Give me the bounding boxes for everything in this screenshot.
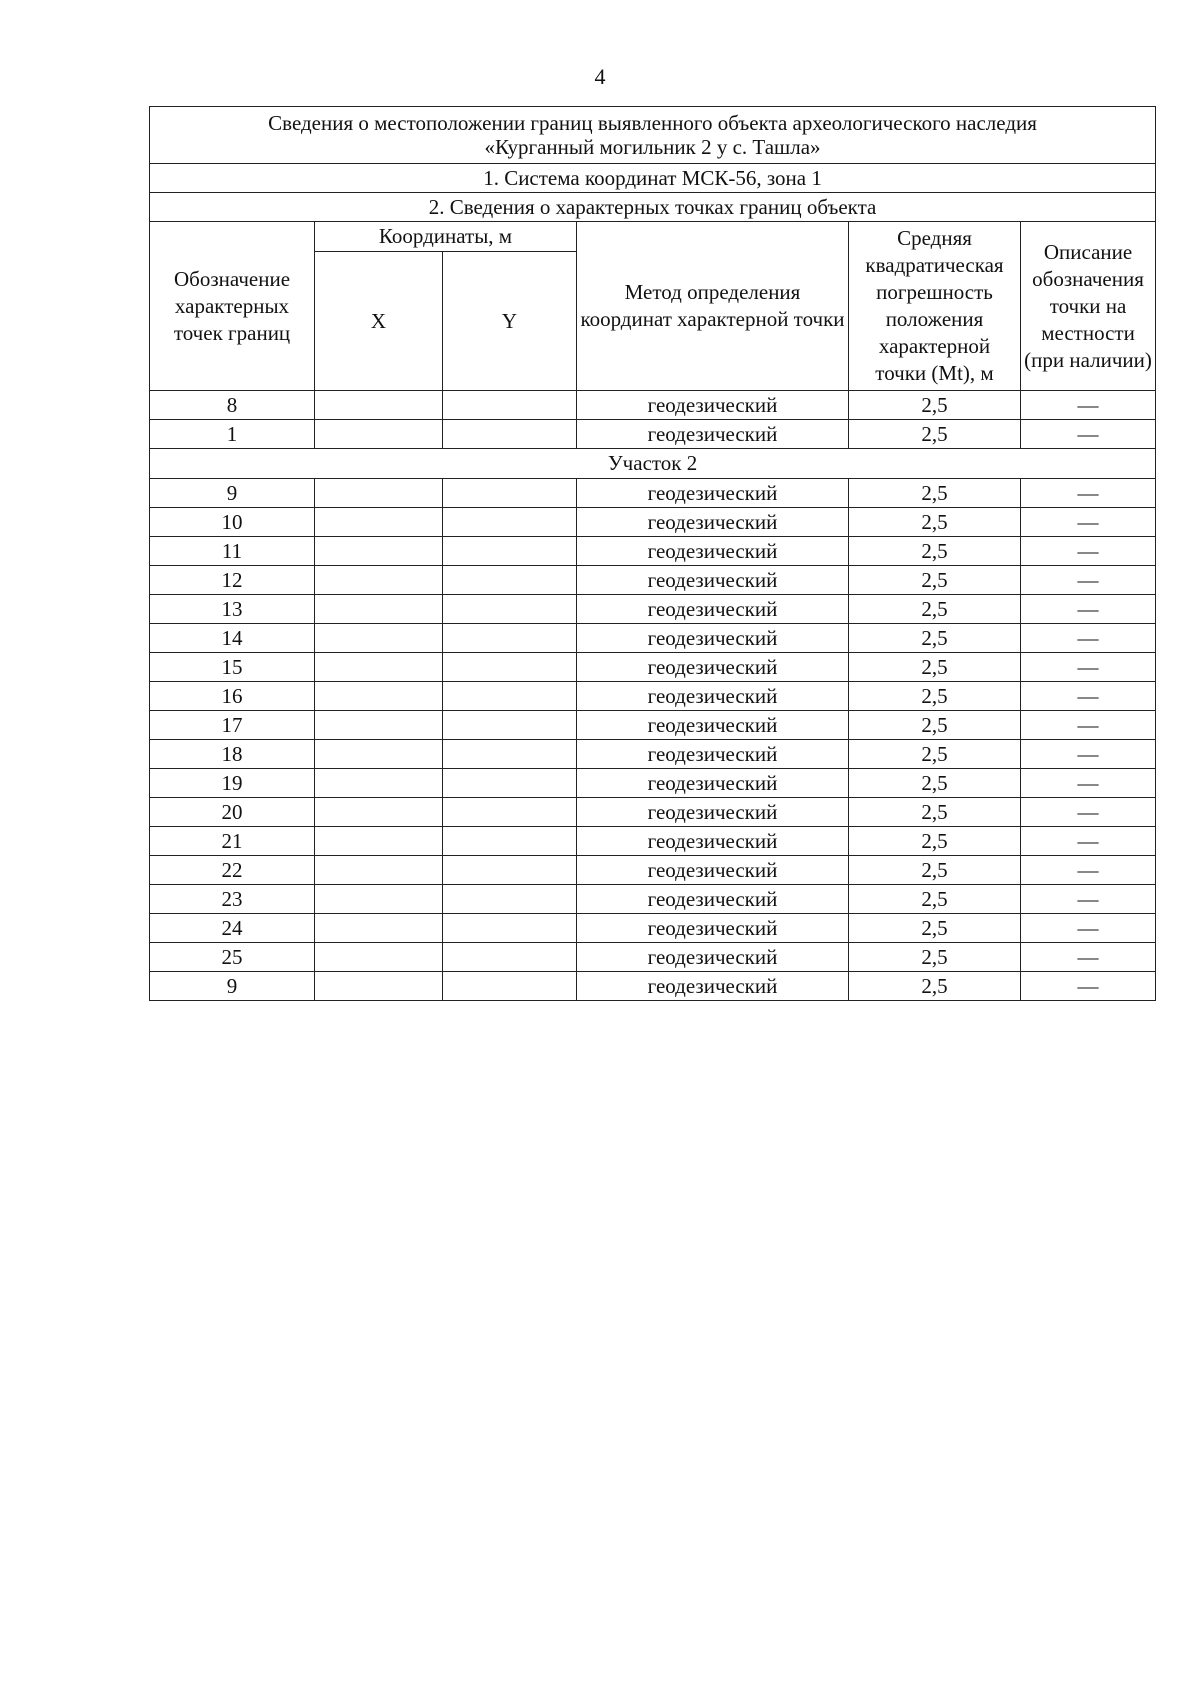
cell-x xyxy=(315,420,443,449)
table-row xyxy=(150,653,1156,682)
cell-method: геодезический xyxy=(577,798,849,827)
cell-method: геодезический xyxy=(577,537,849,566)
plot-label: Участок 2 xyxy=(150,449,1156,479)
table-row xyxy=(150,682,1156,711)
cell-description: — xyxy=(1021,479,1156,508)
cell-y xyxy=(443,479,577,508)
cell-y xyxy=(443,420,577,449)
table-row xyxy=(150,885,1156,914)
cell-error: 2,5 xyxy=(849,769,1021,798)
cell-x xyxy=(315,885,443,914)
cell-description: — xyxy=(1021,740,1156,769)
cell-point: 21 xyxy=(150,827,315,856)
cell-y xyxy=(443,769,577,798)
table-row xyxy=(150,972,1156,1001)
cell-description: — xyxy=(1021,827,1156,856)
cell-error: 2,5 xyxy=(849,508,1021,537)
cell-description: — xyxy=(1021,914,1156,943)
cell-x xyxy=(315,740,443,769)
cell-x xyxy=(315,479,443,508)
cell-method: геодезический xyxy=(577,479,849,508)
cell-description: — xyxy=(1021,972,1156,1001)
cell-description: — xyxy=(1021,856,1156,885)
cell-method: геодезический xyxy=(577,856,849,885)
cell-description: — xyxy=(1021,682,1156,711)
cell-x xyxy=(315,827,443,856)
cell-description: — xyxy=(1021,595,1156,624)
cell-y xyxy=(443,595,577,624)
cell-point: 18 xyxy=(150,740,315,769)
cell-point: 20 xyxy=(150,798,315,827)
cell-x xyxy=(315,856,443,885)
points-section-row xyxy=(150,193,1156,222)
cell-y xyxy=(443,653,577,682)
cell-point: 9 xyxy=(150,479,315,508)
cell-y xyxy=(443,740,577,769)
title-line-2: «Курганный могильник 2 у с. Ташла» xyxy=(484,135,821,159)
header-error: Средняя квадратическая погрешность положения характерной точки (Mt), м xyxy=(849,222,1021,391)
cell-point: 16 xyxy=(150,682,315,711)
cell-error: 2,5 xyxy=(849,914,1021,943)
table-row xyxy=(150,827,1156,856)
header-y: Y xyxy=(443,252,577,391)
header-method: Метод определения координат характерной точки xyxy=(577,222,849,391)
cell-point: 11 xyxy=(150,537,315,566)
cell-x xyxy=(315,711,443,740)
cell-x xyxy=(315,566,443,595)
cell-point: 15 xyxy=(150,653,315,682)
plot-row xyxy=(150,449,1156,479)
table-row xyxy=(150,711,1156,740)
cell-method: геодезический xyxy=(577,827,849,856)
cell-method: геодезический xyxy=(577,914,849,943)
title-line-1: Сведения о местоположении границ выявленного объекта археологического наследия xyxy=(268,110,1037,135)
cell-x xyxy=(315,595,443,624)
cell-method: геодезический xyxy=(577,711,849,740)
cell-error: 2,5 xyxy=(849,624,1021,653)
coordinate-system: 1. Система координат МСК-56, зона 1 xyxy=(150,164,1156,193)
cell-error: 2,5 xyxy=(849,798,1021,827)
cell-method: геодезический xyxy=(577,391,849,420)
cell-x xyxy=(315,682,443,711)
cell-point: 8 xyxy=(150,391,315,420)
coordinate-system-row xyxy=(150,164,1156,193)
cell-error: 2,5 xyxy=(849,943,1021,972)
cell-error: 2,5 xyxy=(849,653,1021,682)
cell-method: геодезический xyxy=(577,595,849,624)
cell-y xyxy=(443,537,577,566)
cell-x xyxy=(315,943,443,972)
table-row xyxy=(150,624,1156,653)
cell-y xyxy=(443,972,577,1001)
table-title xyxy=(150,107,1156,164)
cell-error: 2,5 xyxy=(849,682,1021,711)
cell-error: 2,5 xyxy=(849,420,1021,449)
header-row xyxy=(150,222,1156,252)
table-row xyxy=(150,595,1156,624)
table-row xyxy=(150,420,1156,449)
cell-description: — xyxy=(1021,653,1156,682)
cell-method: геодезический xyxy=(577,624,849,653)
cell-description: — xyxy=(1021,943,1156,972)
cell-point: 1 xyxy=(150,420,315,449)
table-row xyxy=(150,479,1156,508)
page-number: 4 xyxy=(594,64,606,89)
table-row xyxy=(150,740,1156,769)
table-row xyxy=(150,508,1156,537)
table-row xyxy=(150,566,1156,595)
table-row xyxy=(150,856,1156,885)
cell-point: 25 xyxy=(150,943,315,972)
table-row xyxy=(150,391,1156,420)
points-section-heading: 2. Сведения о характерных точках границ объекта xyxy=(150,193,1156,222)
cell-error: 2,5 xyxy=(849,537,1021,566)
cell-y xyxy=(443,711,577,740)
cell-description: — xyxy=(1021,624,1156,653)
header-point: Обозначение характерных точек границ xyxy=(150,222,315,391)
cell-y xyxy=(443,885,577,914)
table-row xyxy=(150,914,1156,943)
cell-y xyxy=(443,827,577,856)
cell-point: 24 xyxy=(150,914,315,943)
cell-description: — xyxy=(1021,566,1156,595)
cell-error: 2,5 xyxy=(849,885,1021,914)
cell-x xyxy=(315,769,443,798)
table-row xyxy=(150,943,1156,972)
title-row xyxy=(150,107,1156,164)
cell-method: геодезический xyxy=(577,682,849,711)
cell-error: 2,5 xyxy=(849,827,1021,856)
cell-point: 14 xyxy=(150,624,315,653)
cell-error: 2,5 xyxy=(849,711,1021,740)
cell-error: 2,5 xyxy=(849,391,1021,420)
cell-y xyxy=(443,914,577,943)
cell-point: 23 xyxy=(150,885,315,914)
cell-y xyxy=(443,798,577,827)
cell-method: геодезический xyxy=(577,420,849,449)
header-coordinates: Координаты, м xyxy=(315,222,577,252)
cell-x xyxy=(315,624,443,653)
cell-y xyxy=(443,856,577,885)
cell-description: — xyxy=(1021,420,1156,449)
cell-error: 2,5 xyxy=(849,479,1021,508)
cell-x xyxy=(315,391,443,420)
cell-point: 12 xyxy=(150,566,315,595)
cell-y xyxy=(443,943,577,972)
table-row xyxy=(150,537,1156,566)
cell-x xyxy=(315,914,443,943)
cell-method: геодезический xyxy=(577,566,849,595)
table-row xyxy=(150,798,1156,827)
cell-y xyxy=(443,624,577,653)
cell-method: геодезический xyxy=(577,740,849,769)
cell-y xyxy=(443,508,577,537)
cell-x xyxy=(315,798,443,827)
cell-error: 2,5 xyxy=(849,972,1021,1001)
boundary-points-table xyxy=(149,106,1156,1001)
cell-method: геодезический xyxy=(577,885,849,914)
cell-description: — xyxy=(1021,508,1156,537)
header-x: X xyxy=(315,252,443,391)
cell-y xyxy=(443,682,577,711)
cell-method: геодезический xyxy=(577,653,849,682)
cell-description: — xyxy=(1021,769,1156,798)
cell-point: 9 xyxy=(150,972,315,1001)
cell-description: — xyxy=(1021,885,1156,914)
cell-method: геодезический xyxy=(577,508,849,537)
cell-error: 2,5 xyxy=(849,740,1021,769)
cell-description: — xyxy=(1021,391,1156,420)
cell-y xyxy=(443,566,577,595)
cell-x xyxy=(315,972,443,1001)
cell-error: 2,5 xyxy=(849,566,1021,595)
cell-y xyxy=(443,391,577,420)
header-description: Описание обозначения точки на местности (при наличии) xyxy=(1021,222,1156,391)
cell-description: — xyxy=(1021,798,1156,827)
cell-point: 17 xyxy=(150,711,315,740)
cell-description: — xyxy=(1021,711,1156,740)
cell-point: 10 xyxy=(150,508,315,537)
cell-point: 22 xyxy=(150,856,315,885)
cell-x xyxy=(315,537,443,566)
cell-description: — xyxy=(1021,537,1156,566)
cell-error: 2,5 xyxy=(849,595,1021,624)
cell-x xyxy=(315,508,443,537)
cell-x xyxy=(315,653,443,682)
cell-point: 19 xyxy=(150,769,315,798)
cell-point: 13 xyxy=(150,595,315,624)
cell-error: 2,5 xyxy=(849,856,1021,885)
cell-method: геодезический xyxy=(577,943,849,972)
cell-method: геодезический xyxy=(577,972,849,1001)
table-row xyxy=(150,769,1156,798)
cell-method: геодезический xyxy=(577,769,849,798)
